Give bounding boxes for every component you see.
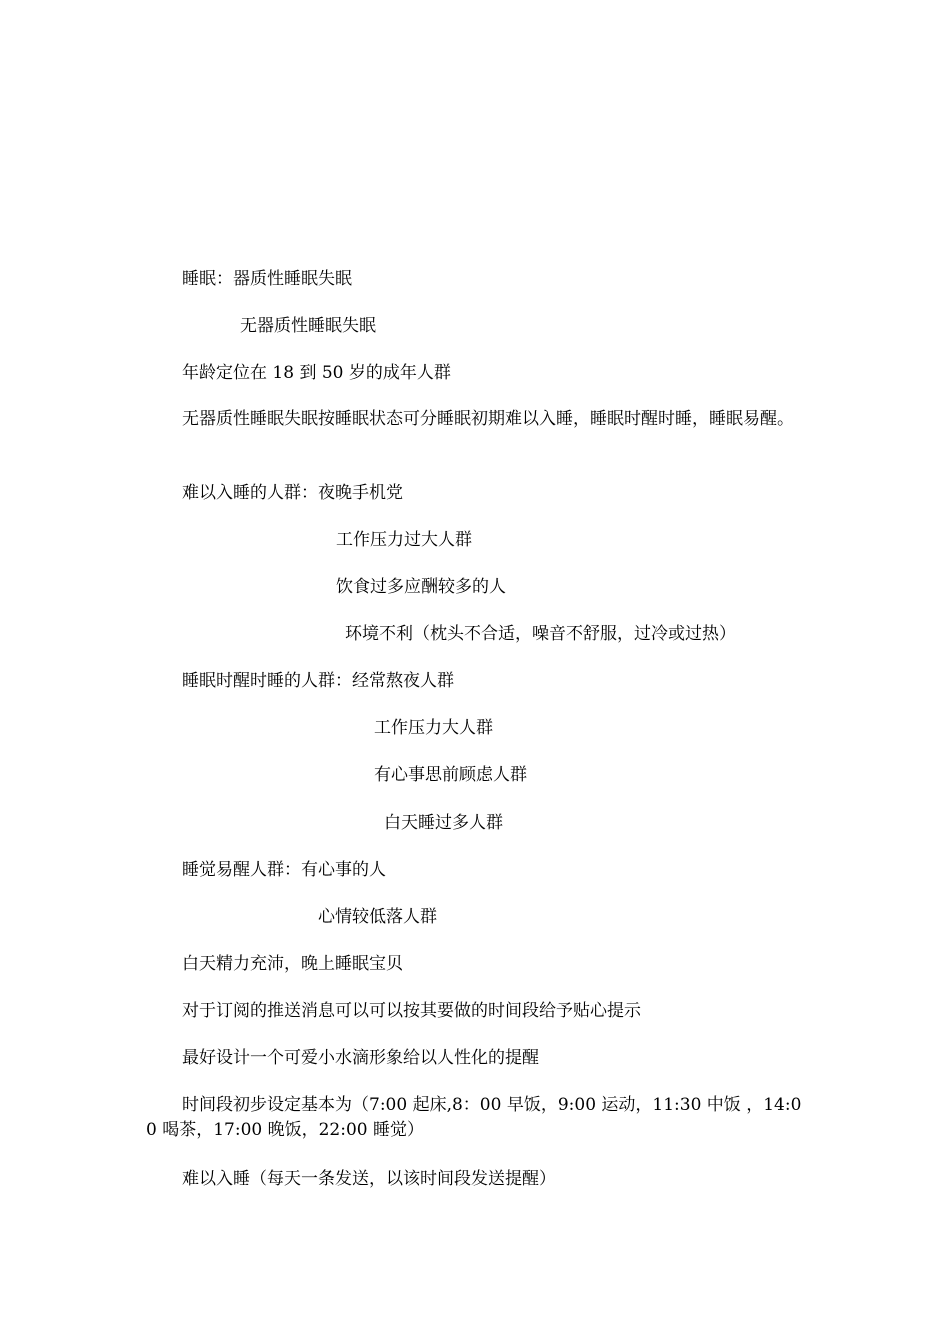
- text-line-intermittent-sleep-group: 睡眠时醒时睡的人群：经常熬夜人群: [182, 671, 454, 691]
- text-line-push-reminder: 对于订阅的推送消息可以可以按其要做的时间段给予贴心提示: [182, 1001, 641, 1021]
- text-line-work-pressure: 工作压力大人群: [374, 718, 493, 738]
- text-line-hard-to-sleep-group: 难以入睡的人群：夜晚手机党: [182, 483, 403, 503]
- text-line-slogan: 白天精力充沛，晚上睡眠宝贝: [182, 954, 403, 974]
- text-line-sleep-category: 睡眠：器质性睡眠失眠: [182, 269, 352, 289]
- text-line-daytime-oversleep: 白天睡过多人群: [384, 813, 503, 833]
- text-line-droplet-mascot: 最好设计一个可爱小水滴形象给以人性化的提醒: [182, 1048, 539, 1068]
- text-line-easy-wake-group: 睡觉易醒人群：有心事的人: [182, 860, 386, 880]
- text-line-non-organic: 无器质性睡眠失眠: [240, 316, 376, 336]
- text-line-low-mood: 心情较低落人群: [318, 907, 437, 927]
- text-paragraph-schedule: 时间段初步设定基本为（7:00 起床,8：00 早饭，9:00 运动，11:30 中饭 ，14:00 喝茶，17:00 晚饭，22:00 睡觉）: [146, 1095, 802, 1140]
- text-paragraph-sleep-states: 无器质性睡眠失眠按睡眠状态可分睡眠初期难以入睡，睡眠时醒时睡，睡眠易醒。: [182, 409, 794, 429]
- text-line-worried-group: 有心事思前顾虑人群: [374, 765, 527, 785]
- text-line-social-dining: 饮食过多应酬较多的人: [336, 577, 506, 597]
- text-line-environment: 环境不利（枕头不合适，噪音不舒服，过冷或过热）: [345, 624, 736, 644]
- text-line-work-pressure-high: 工作压力过大人群: [336, 530, 472, 550]
- text-line-age-target: 年龄定位在 18 到 50 岁的成年人群: [182, 363, 451, 383]
- text-line-hard-to-sleep-note: 难以入睡（每天一条发送，以该时间段发送提醒）: [182, 1169, 556, 1189]
